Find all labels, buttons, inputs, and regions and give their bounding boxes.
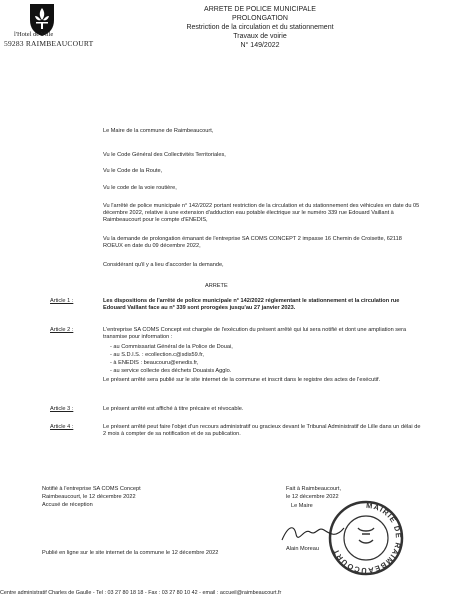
signature-role: Le Maire [291,503,313,509]
vu-cgct: Vu le Code Général des Collectivités Territoriales, [103,152,226,158]
footer-contact: Centre administratif Charles de Gaulle - Tel : 03 27 80 18 18 - Fax : 03 27 80 10 42 - email : accueil@raimbeaucourt.fr [0,590,282,596]
signature-place: Fait à Raimbeaucourt, [286,486,342,492]
arrete-heading: ARRETE [205,283,228,289]
considerant: Considérant qu'il y a lieu d'accorder la demande, [103,262,224,268]
vu-arrete: Vu l'arrêté de police municipale n° 142/2022 portant restriction de la circulation et du stationnement des véhicules en date du 05 décembre 2022, relative à une extension d'adduction eau potable électrique sur le numéro 339 rue Edouard Vaillant à Raimbeaucourt pour le compte d'ENEDIS, [103,203,420,224]
article-2-outro: Le présent arrêté sera publié sur le site internet de la commune et inscrit dans le registre des actes de l'exécutif. [103,377,381,383]
article-1-text: Les dispositions de l'arrêté de police municipale n° 142/2022 réglementant le stationnement et la circulation rue Edouard Vaillant face au n° 339 sont prorogées jusqu'au 27 janvier 2023. [103,298,400,312]
intro: Le Maire de la commune de Raimbeaucourt, [103,128,214,134]
article-2-item: - au service collecte des déchets Douaisis Agglo. [110,368,232,374]
article-4-text: Le présent arrêté peut faire l'objet d'un recours administratif ou gracieux devant le Tribunal Administratif de Lille dans un délai de 2 mois à compter de sa notification et de sa publication. [103,424,421,438]
publication-note: Publié en ligne sur le site internet de la commune le 12 décembre 2022 [42,550,219,556]
svg-text:MAIRIE DE RAIMBEAUCOURT: MAIRIE DE RAIMBEAUCOURT [331,500,404,576]
article-2-item: - à ENEDIS : beaucouru@enedis.fr, [110,360,199,366]
doc-number: N° 149/2022 [240,42,280,49]
doc-subject-1: Restriction de la circulation et du stationnement [186,24,334,31]
vu-demande: Vu la demande de prolongation émanant de l'entreprise SA COMS CONCEPT 2 impasse 16 Chemin de Croisette, 62118 ROEUX en date du 09 décembre 2022, [103,236,402,250]
vu-voirie: Vu le code de la voie routière, [103,185,177,191]
town-hall-label: l'Hotel de Ville [14,31,54,38]
article-4-label: Article 4 : [50,424,74,430]
doc-subtitle: PROLONGATION [232,15,288,22]
notification-line: Raimbeaucourt, le 12 décembre 2022 [42,494,136,500]
article-2-intro: L'entreprise SA COMS Concept est chargée de l'exécution du présent arrêté qui lui sera notifié et dont une ampliation sera transmise pour information : [103,327,407,341]
article-2-label: Article 2 : [50,327,74,333]
signature-scribble-icon [278,520,348,548]
notification-line: Notifié à l'entreprise SA COMS Concept [42,486,141,492]
notification-line: Accusé de réception [42,502,93,508]
article-3-text: Le présent arrêté est affiché à titre précaire et révocable. [103,406,244,412]
signature-date: le 12 décembre 2022 [286,494,339,500]
town-address: 59283 RAIMBEAUCOURT [4,39,94,48]
article-1-label: Article 1 : [50,298,74,304]
signature-name: Alain Moreau [286,546,319,552]
vu-code-route: Vu le Code de la Route, [103,168,163,174]
doc-title: ARRETE DE POLICE MUNICIPALE [204,6,316,13]
article-2-item: - au S.D.I.S. : ecollection.c@sdis59.fr, [110,352,204,358]
doc-subject-2: Travaux de voirie [233,33,287,40]
article-2-item: - au Commissariat Général de la Police de Douai, [110,344,233,350]
article-3-label: Article 3 : [50,406,74,412]
